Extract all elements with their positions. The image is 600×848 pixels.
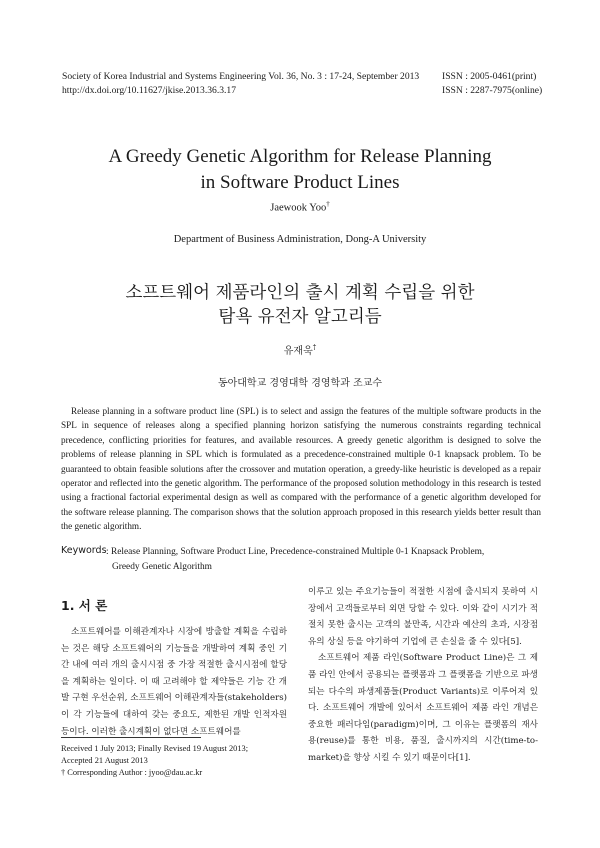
received-date: Received 1 July 2013; Finally Revised 19 August 2013; (61, 744, 249, 753)
abstract: Release planning in a software product line (SPL) is to select and assign the features of the multiple software products in the SPL in sequence of releases along a specified planning horizon satisfying the numerous constraints regarding technical precedence, conflicting priorities for features, and available resources. A greedy genetic algorithm is designed to solve the problems of release planning in SPL which is formulated as a precedence-constrained multiple 0-1 knapsack problem. To be guaranteed to obtain feasible solutions after the crossover and mutation operation, a greedy-like heuristic is developed as a repair operator and reflected into the genetic algorithm. The performance of the proposed solution methodology in this research is tested using a fractional factorial experimental design as well as compared with the performance of a genetic algorithm developed for the software release planning. The comparison shows that the solution approach proposed in this research yields better result than the genetic algorithm. (61, 406, 541, 532)
author-dagger-mark: † (326, 200, 330, 208)
english-title-line-2: in Software Product Lines (200, 172, 400, 193)
keywords-line-2: Greedy Genetic Algorithm (112, 561, 212, 572)
issn-block (442, 70, 582, 98)
english-author-name: Jaewook Yoo (270, 202, 327, 214)
english-affiliation: Department of Business Administration, Dong-A University (173, 234, 427, 245)
keywords-line-1: : Release Planning, Software Product Line, Precedence-constrained Multiple 0-1 Knapsack Problem, (106, 547, 485, 557)
english-title (40, 144, 560, 196)
accepted-date: Accepted 21 August 2013 (61, 756, 148, 765)
korean-title (40, 281, 560, 329)
intro-paragraph-1: 소프트웨어를 이해관계자나 시장에 방출할 계획을 수립하는 것은 해당 소프트웨어의 기능들을 개발하여 계획 중인 기간 내에 여러 개의 출시시점 중 가장 적절한 출시시점에 할당을 계획하는 일이다. 이 때 고려해야 할 제약들은 기능 간 개발 구현 우선순위, 소프트웨어 이해관계자들(stakeholders)이 각 기능들에 대하여 갖는 중요도, 제한된 개발 인적자원 등이다. 이러한 출시계획이 없다면 소프트웨어를 (61, 627, 287, 737)
footnote-divider (61, 737, 201, 738)
korean-author-name: 유재욱 (283, 346, 313, 357)
english-author (0, 200, 600, 214)
corresponding-author: † Corresponding Author : jyoo@dau.ac.kr (61, 768, 203, 777)
issn-print: ISSN : 2005-0461(print) (442, 71, 537, 82)
korean-title-line-2: 탐욕 유전자 알고리듬 (218, 307, 382, 327)
doi-link[interactable]: http://dx.doi.org/10.11627/jkise.2013.36.3.17 (62, 85, 237, 96)
right-column (308, 584, 538, 767)
intro-paragraph-1-continued: 이루고 있는 주요기능들이 적절한 시점에 출시되지 못하여 시장에서 고객들로부터 외면 당할 수 있다. 이와 같이 시기가 적절치 못한 출시는 고객의 불만족, 시간과 예산의 초과, 시장점유의 상실 등을 야기하여 기업에 큰 손실을 줄 수 있다[5]. (308, 587, 538, 647)
korean-author-dagger-mark: † (312, 343, 317, 352)
journal-header (62, 70, 432, 98)
footnotes (61, 743, 287, 779)
keywords-text (106, 545, 536, 574)
english-title-line-1: A Greedy Genetic Algorithm for Release Planning (108, 146, 492, 167)
korean-author (0, 342, 600, 357)
section-heading-introduction: 1. 서 론 (61, 598, 108, 613)
keywords-label: Keywords (61, 545, 107, 556)
journal-citation: Society of Korea Industrial and Systems Engineering Vol. 36, No. 3 : 17-24, September 2013 (62, 71, 420, 82)
issn-online: ISSN : 2287-7975(online) (442, 85, 543, 96)
left-column (61, 596, 287, 740)
korean-title-line-1: 소프트웨어 제품라인의 출시 계획 수립을 위한 (125, 283, 475, 303)
intro-paragraph-2: 소프트웨어 제품 라인(Software Product Line)은 그 제품 라인 안에서 공용되는 플랫폼과 그 플랫폼을 기반으로 파생되는 다수의 파생제품들(Product Variants)로 이루어져 있다. 소프트웨어 개발에 있어서 소프트웨어 제품 라인 개념은 중요한 패러다임(paradigm)이며, 그 이유는 플랫폼의 재사용(reuse)를 통한 비용, 품질, 출시까지의 시간(time-to-market)을 향상 시킬 수 있기 때문이다[1]. (308, 653, 538, 763)
korean-affiliation: 동아대학교 경영대학 경영학과 조교수 (217, 378, 383, 389)
